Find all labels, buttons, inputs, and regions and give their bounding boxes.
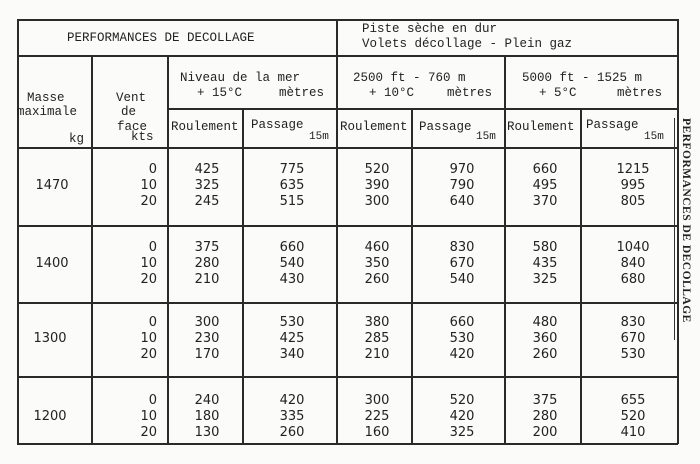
roulement-cell: 375 280 210: [194, 240, 220, 287]
roulement-cell: 480 360 260: [532, 315, 558, 362]
passage-cell: 1215 995 805: [616, 162, 650, 209]
header-passage-2: Passage: [419, 120, 472, 134]
table-title: PERFORMANCES DE DECOLLAGE: [67, 31, 255, 45]
header-passage-3: Passage: [586, 118, 639, 132]
rule: [242, 108, 244, 444]
roulement-cell: 425 325 245: [194, 162, 220, 209]
header-maximale: maximale: [17, 105, 78, 119]
rule: [411, 108, 413, 444]
header-masse-unit: kg: [69, 132, 85, 146]
rule: [17, 147, 678, 149]
conditions-line-2: Volets décollage - Plein gaz: [362, 37, 573, 51]
roulement-cell: 580 435 325: [532, 240, 558, 287]
header-unit-1: mètres: [279, 86, 325, 100]
roulement-cell: 460 350 260: [364, 240, 390, 287]
header-2500ft-temp: + 10°C: [369, 86, 415, 100]
rule: [17, 19, 19, 444]
masse-cell: 1470: [35, 178, 69, 193]
header-roulement-2: Roulement: [340, 120, 408, 134]
rule: [91, 55, 93, 444]
header-5000ft-temp: + 5°C: [539, 86, 577, 100]
rule: [17, 443, 678, 445]
passage-cell: 530 425 340: [279, 315, 305, 362]
roulement-cell: 300 230 170: [194, 315, 220, 362]
header-unit-3: mètres: [617, 86, 663, 100]
takeoff-performance-table: [17, 19, 678, 443]
header-masse: Masse: [27, 91, 65, 105]
header-passage-sub-2: 15m: [476, 131, 496, 143]
roulement-cell: 520 390 300: [364, 162, 390, 209]
rule: [580, 108, 582, 444]
rule: [17, 55, 678, 57]
header-roulement-3: Roulement: [507, 120, 575, 134]
header-de: de: [121, 105, 137, 119]
header-passage-sub-3: 15m: [644, 131, 664, 143]
masse-cell: 1200: [33, 409, 67, 424]
rule: [167, 55, 169, 444]
header-unit-2: mètres: [447, 86, 493, 100]
roulement-cell: 300 225 160: [364, 393, 390, 440]
rule: [167, 108, 678, 110]
rule: [17, 225, 678, 227]
header-vent: Vent: [116, 91, 147, 105]
header-face: face: [117, 120, 148, 134]
vent-cell: 0 10 20: [140, 393, 157, 440]
side-rule: [674, 118, 675, 340]
header-passage-sub-1: 15m: [309, 131, 329, 143]
vent-cell: 0 10 20: [140, 315, 157, 362]
side-label: [676, 118, 692, 348]
rule: [17, 19, 678, 21]
passage-cell: 655 520 410: [620, 393, 646, 440]
rule: [17, 376, 678, 378]
roulement-cell: 375 280 200: [532, 393, 558, 440]
header-5000ft: 5000 ft - 1525 m: [522, 71, 643, 85]
vent-cell: 0 10 20: [140, 162, 157, 209]
rule: [17, 302, 678, 304]
masse-cell: 1300: [33, 331, 67, 346]
passage-cell: 775 635 515: [279, 162, 305, 209]
header-sea-level: Niveau de la mer: [180, 71, 301, 85]
rule: [504, 55, 506, 444]
passage-cell: 420 335 260: [279, 393, 305, 440]
roulement-cell: 660 495 370: [532, 162, 558, 209]
vent-cell: 0 10 20: [140, 240, 157, 287]
passage-cell: 520 420 325: [449, 393, 475, 440]
masse-cell: 1400: [35, 256, 69, 271]
passage-cell: 1040 840 680: [616, 240, 650, 287]
side-label-text: PERFORMANCES DE DECOLLAGE: [680, 118, 692, 323]
header-vent-unit: kts: [131, 130, 154, 144]
header-passage-1: Passage: [251, 118, 304, 132]
passage-cell: 830 670 530: [620, 315, 646, 362]
rule: [336, 19, 338, 444]
passage-cell: 970 790 640: [449, 162, 475, 209]
passage-cell: 830 670 540: [449, 240, 475, 287]
header-sea-level-temp: + 15°C: [197, 86, 243, 100]
roulement-cell: 240 180 130: [194, 393, 220, 440]
header-roulement-1: Roulement: [171, 120, 239, 134]
roulement-cell: 380 285 210: [364, 315, 390, 362]
header-2500ft: 2500 ft - 760 m: [353, 71, 466, 85]
conditions-line-1: Piste sèche en dur: [362, 22, 498, 36]
passage-cell: 660 540 430: [279, 240, 305, 287]
passage-cell: 660 530 420: [449, 315, 475, 362]
